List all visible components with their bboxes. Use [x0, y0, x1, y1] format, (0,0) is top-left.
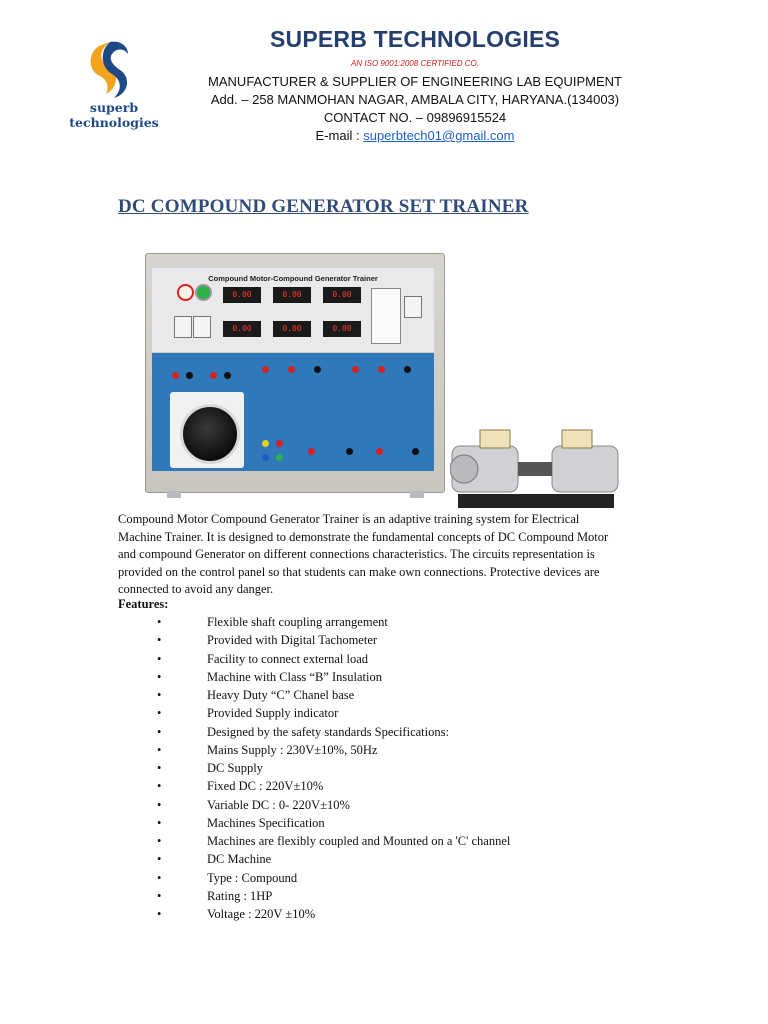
feature-text: Provided with Digital Tachometer [207, 633, 378, 648]
bullet-icon: • [157, 834, 162, 848]
bullet-icon: • [157, 797, 162, 812]
terminal-icon [346, 448, 353, 455]
company-logo [44, 36, 184, 130]
description-line: Compound Motor Compound Generator Trainer is an adaptive training system for Electrical [118, 512, 580, 526]
terminal-icon [276, 454, 283, 461]
meter-display: 0.00 [323, 321, 361, 337]
bullet-icon: • [157, 761, 162, 775]
logo-text: superb technologies [69, 100, 159, 130]
bullet-icon: • [157, 907, 162, 921]
feature-item [0, 814, 768, 832]
feature-text: Facility to connect external load [207, 651, 369, 666]
feature-item [0, 741, 768, 759]
bullet-icon: • [157, 815, 162, 830]
description-line: and compound Generator on different connections characteristics. The circuits representation is [118, 547, 595, 562]
email-link[interactable]: superbtech01@gmail.com [363, 128, 515, 143]
feature-item [0, 759, 768, 777]
meter-display: 0.00 [273, 287, 311, 303]
feature-text: Flexible shaft coupling arrangement [207, 615, 388, 629]
feature-item [0, 850, 768, 868]
terminal-icon [314, 366, 321, 373]
terminal-icon [412, 448, 419, 455]
bullet-icon: • [157, 633, 162, 648]
feature-item [0, 887, 768, 905]
document-title: DC COMPOUND GENERATOR SET TRAINER [118, 196, 529, 217]
description-line: provided on the control panel so that students can make own connections. Protective devices are [118, 564, 600, 579]
feature-text: Variable DC : 0- 220V±10% [207, 797, 350, 812]
supply-indicator-icon [177, 284, 194, 301]
feature-item [0, 631, 768, 649]
tachometer-socket-icon [371, 288, 401, 344]
feature-text: Designed by the safety standards Specifications: [207, 724, 449, 739]
feature-text: Mains Supply : 230V±10%, 50Hz [207, 742, 378, 757]
feature-text: Machines are flexibly coupled and Mounted on a 'C' channel [207, 834, 511, 848]
logo-swirl-icon [44, 36, 184, 100]
email-label: E-mail : [315, 128, 364, 143]
company-tagline: MANUFACTURER & SUPPLIER OF ENGINEERING LAB EQUIPMENT [208, 74, 622, 89]
mcb-switch-icon [404, 296, 422, 318]
terminal-icon [262, 366, 269, 373]
bullet-icon: • [157, 669, 162, 684]
terminal-icon [352, 366, 359, 373]
feature-text: Rating : 1HP [207, 888, 273, 903]
feature-text: Heavy Duty “C” Chanel base [207, 688, 355, 702]
bullet-icon: • [157, 852, 162, 867]
bullet-icon: • [157, 615, 162, 629]
terminal-icon [376, 448, 383, 455]
meter-display: 0.00 [223, 287, 261, 303]
bullet-icon: • [157, 742, 162, 757]
terminal-icon [172, 372, 179, 379]
bullet-icon: • [157, 779, 162, 794]
company-address: Add. – 258 MANMOHAN NAGAR, AMBALA CITY, HARYANA.(134003) [210, 92, 620, 107]
feature-item [0, 686, 768, 704]
terminal-icon [378, 366, 385, 373]
product-description [118, 511, 638, 599]
terminal-icon [308, 448, 315, 455]
feature-item [0, 832, 768, 850]
terminal-icon [288, 366, 295, 373]
feature-item [0, 796, 768, 814]
feature-item [0, 905, 768, 923]
terminal-icon [276, 440, 283, 447]
terminal-icon [210, 372, 217, 379]
feature-item [0, 613, 768, 631]
cabinet-foot [167, 491, 181, 498]
meter-display: 0.00 [323, 287, 361, 303]
power-switch-icon [195, 284, 212, 301]
bullet-icon: • [157, 706, 162, 721]
trainer-panel-title: Compound Motor-Compound Generator Trainer [208, 274, 378, 283]
variac-knob-icon [180, 404, 240, 464]
feature-item [0, 650, 768, 668]
company-name: SUPERB TECHNOLOGIES [269, 26, 561, 52]
feature-item [0, 723, 768, 741]
feature-text: Provided Supply indicator [207, 706, 339, 721]
feature-text: Type : Compound [207, 870, 298, 885]
email-line [180, 128, 650, 143]
cabinet-foot [410, 491, 424, 498]
feature-text: DC Supply [207, 761, 263, 775]
features-heading: Features: [118, 597, 169, 611]
features-list [0, 613, 768, 923]
mcb-switch-icon [174, 316, 192, 338]
bullet-icon: • [157, 651, 162, 666]
bullet-icon: • [157, 870, 162, 885]
feature-item [0, 777, 768, 795]
meter-display: 0.00 [273, 321, 311, 337]
feature-text: DC Machine [207, 852, 272, 867]
description-line: connected to avoid any danger. [118, 582, 274, 597]
bullet-icon: • [157, 724, 162, 739]
terminal-icon [186, 372, 193, 379]
motor-generator-set-icon [450, 428, 620, 512]
bullet-icon: • [157, 888, 162, 903]
feature-text: Machine with Class “B” Insulation [207, 669, 382, 684]
mcb-switch-icon [193, 316, 211, 338]
terminal-icon [262, 454, 269, 461]
iso-certification: AN ISO 9001:2008 CERTIFIED CO. [351, 59, 479, 68]
terminal-icon [262, 440, 269, 447]
description-line: Machine Trainer. It is designed to demonstrate the fundamental concepts of DC Compound Motor [118, 529, 609, 544]
terminal-icon [404, 366, 411, 373]
bullet-icon: • [157, 688, 162, 702]
feature-text: Voltage : 220V ±10% [207, 907, 316, 921]
contact-number: CONTACT NO. – 09896915524 [323, 110, 507, 125]
feature-item [0, 704, 768, 722]
feature-item [0, 668, 768, 686]
feature-text: Fixed DC : 220V±10% [207, 779, 324, 794]
terminal-icon [224, 372, 231, 379]
meter-display: 0.00 [223, 321, 261, 337]
feature-text: Machines Specification [207, 815, 325, 830]
feature-item [0, 869, 768, 887]
